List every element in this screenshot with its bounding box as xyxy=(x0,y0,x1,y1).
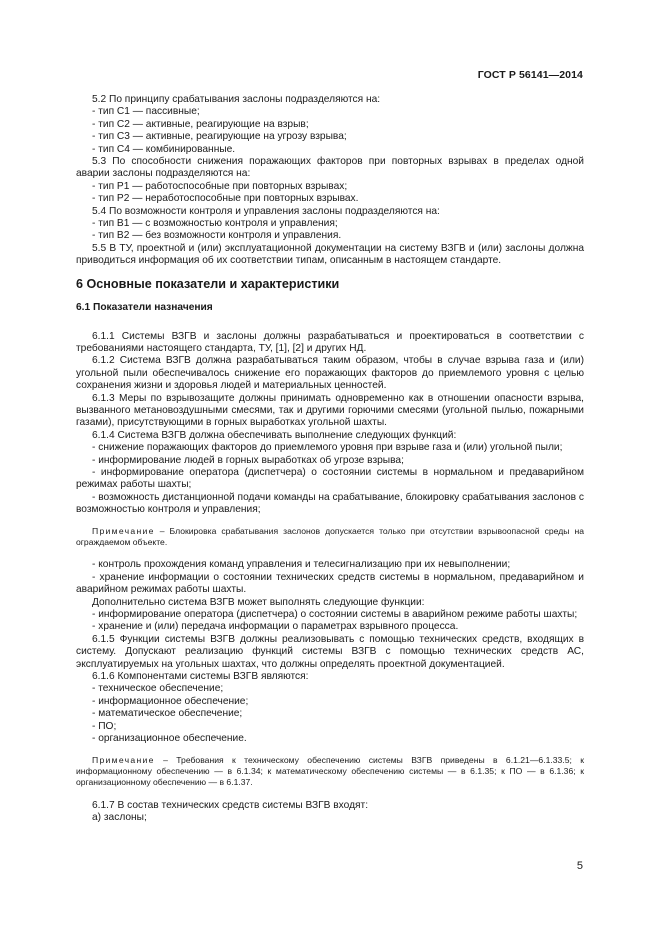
list-item: - тип С1 — пассивные; xyxy=(92,106,200,118)
document-body xyxy=(76,94,584,825)
list-item: - информирование оператора (диспетчера) о состоянии системы в нормальном и предаварийном режимах работы шахты; xyxy=(76,466,584,491)
paragraph: 6.1.2 Система ВЗГВ должна разрабатываться таким образом, чтобы в случае взрыва газа и (или) угольной пыли обеспечивалось снижение его поражающих факторов до приемлемого уровня с целью сохранения жизни и здоровья людей и материальных ценностей. xyxy=(76,355,584,392)
list-item: - контроль прохождения команд управления и телесигнализацию при их невыполнении; xyxy=(92,559,511,571)
list-item: - снижение поражающих факторов до приемлемого уровня при взрыве газа и (или) угольной пыли; xyxy=(92,442,563,454)
list-item: а) заслоны; xyxy=(92,812,147,824)
paragraph: 5.5 В ТУ, проектной и (или) эксплуатационной документации на систему ВЗГВ и (или) заслоны должна приводиться информация об их соответствии типам, описанным в настоящем стандарте. xyxy=(76,242,584,267)
paragraph: 6.1.5 Функции системы ВЗГВ должны реализовывать с помощью технических средств, входящих в систему. Допускают реализацию функций системы ВЗГВ с помощью технических средств АС, эксплуатируемых на угольных шахтах, что должны определять проектной документацией. xyxy=(76,633,584,670)
paragraph: 6.1.6 Компонентами системы ВЗГВ являются: xyxy=(92,671,309,683)
list-item: - тип С4 — комбинированные. xyxy=(92,143,236,155)
note xyxy=(76,755,584,789)
list-item: - техническое обеспечение; xyxy=(92,683,224,695)
page-number: 5 xyxy=(576,860,583,872)
list-item: - тип Р1 — работоспособные при повторных взрывах; xyxy=(92,180,348,192)
list-item: - информирование людей в горных выработках об угрозе взрыва; xyxy=(92,454,404,466)
note-text: – Требования к техническому обеспечению системы ВЗГВ приведены в 6.1.21—6.1.33.5; к информационному обеспечению — в 6.1.34; к математическому обеспечению системы — в 6.1.35; к ПО — в 6.1.36; к организационному обеспечению — в 6.1.37. xyxy=(76,754,584,788)
paragraph: 5.2 По принципу срабатывания заслоны подразделяются на: xyxy=(92,94,381,105)
section-heading: 6 Основные показатели и характеристики xyxy=(76,276,340,291)
paragraph: 5.3 По способности снижения поражающих факторов при повторных взрывах в пределах одной аварии заслоны подразделяются на: xyxy=(76,156,584,180)
note-label: Примечание xyxy=(92,754,155,765)
paragraph: 6.1.4 Система ВЗГВ должна обеспечивать выполнение следующих функций: xyxy=(92,429,457,441)
paragraph: 5.4 По возможности контроля и управления заслоны подразделяются на: xyxy=(92,205,440,217)
paragraph: 6.1.3 Меры по взрывозащите должны принимать одновременно как в отношении опасности взрыва, вызванного метановоздушными смесями, так и другими горючими смесями (угольной пылью, пожарными газами), присутствующими в горных выработках угольной шахты. xyxy=(76,392,584,429)
list-item: - хранение и (или) передача информации о параметрах взрывного процесса. xyxy=(92,621,459,633)
list-item: - информационное обеспечение; xyxy=(92,695,249,707)
subsection-heading: 6.1 Показатели назначения xyxy=(76,302,213,314)
list-item: - тип В2 — без возможности контроля и управления. xyxy=(92,230,342,242)
note-text: – Блокировка срабатывания заслонов допускается только при отсутствии взрывоопасной среды на ограждаемом объекте. xyxy=(76,525,584,547)
list-item: - тип Р2 — неработоспособные при повторных взрывах. xyxy=(92,193,359,205)
list-item: - информирование оператора (диспетчера) о состоянии системы в аварийном режиме работы шахты; xyxy=(92,609,578,621)
list-item: - тип С2 — активные, реагирующие на взрыв; xyxy=(92,118,309,130)
note xyxy=(76,526,584,549)
paragraph: 6.1.1 Системы ВЗГВ и заслоны должны разрабатываться и проектироваться в соответствии с требованиями настоящего стандарта, ТУ, [1], [2] и других НД. xyxy=(76,330,584,354)
list-item: - хранение информации о состоянии технических средств системы в нормальном, предаварийном и аварийном режимах работы шахты. xyxy=(76,571,584,596)
paragraph: Дополнительно система ВЗГВ может выполнять следующие функции: xyxy=(92,596,425,608)
list-item: - организационное обеспечение. xyxy=(92,733,247,745)
list-item: - математическое обеспечение; xyxy=(92,708,243,720)
note-label: Примечание xyxy=(92,525,155,536)
list-item: - тип С3 — активные, реагирующие на угрозу взрыва; xyxy=(92,131,347,143)
list-item: - ПО; xyxy=(92,720,117,732)
document-code: ГОСТ Р 56141—2014 xyxy=(477,69,583,81)
paragraph: 6.1.7 В состав технических средств системы ВЗГВ входят: xyxy=(92,799,369,811)
list-item: - тип В1 — с возможностью контроля и управления; xyxy=(92,218,338,230)
list-item: - возможность дистанционной подачи команды на срабатывание, блокировку срабатывания заслонов с возможностью контроля и управления; xyxy=(76,491,584,516)
